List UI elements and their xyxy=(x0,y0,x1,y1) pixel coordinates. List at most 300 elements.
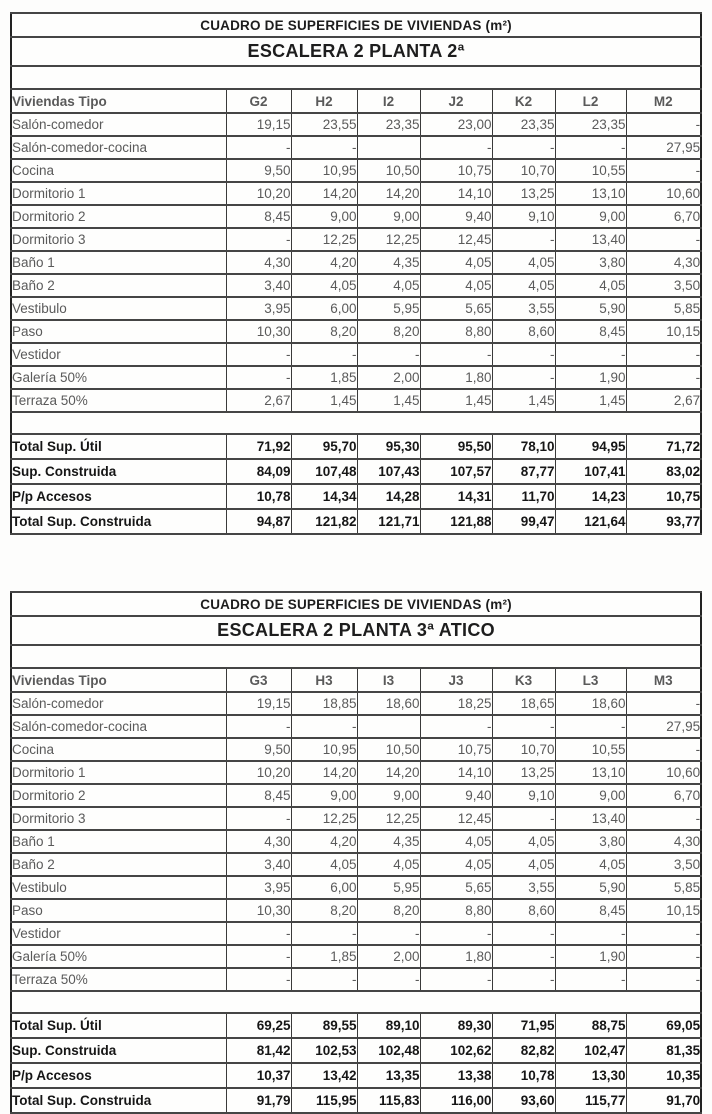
value-cell: - xyxy=(226,366,291,389)
value-cell: 23,35 xyxy=(357,113,420,136)
value-cell: 10,30 xyxy=(226,899,291,922)
value-cell: 4,05 xyxy=(420,853,492,876)
value-cell: 1,90 xyxy=(555,366,626,389)
table-row xyxy=(11,922,701,945)
row-label: Galería 50% xyxy=(11,366,226,389)
value-cell: 10,70 xyxy=(492,738,555,761)
value-cell: 4,35 xyxy=(357,830,420,853)
value-cell: 14,20 xyxy=(291,761,357,784)
value-cell: 10,78 xyxy=(226,484,291,509)
value-cell: 115,77 xyxy=(555,1088,626,1113)
column-header: G2 xyxy=(226,89,291,113)
table-row xyxy=(11,945,701,968)
row-label: Galería 50% xyxy=(11,945,226,968)
value-cell: 83,02 xyxy=(626,459,701,484)
spacer-cell xyxy=(11,66,701,89)
surfaces-table-planta-2 xyxy=(10,12,702,535)
value-cell: - xyxy=(626,968,701,991)
value-cell: 13,10 xyxy=(555,182,626,205)
value-cell: 12,45 xyxy=(420,228,492,251)
table-row xyxy=(11,274,701,297)
table-title-row xyxy=(11,592,701,616)
value-cell: 4,05 xyxy=(492,830,555,853)
row-label: Total Sup. Construida xyxy=(11,509,226,534)
value-cell: - xyxy=(226,136,291,159)
value-cell: 89,30 xyxy=(420,1013,492,1038)
value-cell: - xyxy=(226,968,291,991)
table-row xyxy=(11,784,701,807)
value-cell: 18,60 xyxy=(555,692,626,715)
value-cell: 10,50 xyxy=(357,159,420,182)
value-cell: 4,30 xyxy=(626,251,701,274)
column-header: I2 xyxy=(357,89,420,113)
value-cell: 10,20 xyxy=(226,761,291,784)
value-cell: 10,37 xyxy=(226,1063,291,1088)
value-cell: 95,70 xyxy=(291,434,357,459)
row-label: Salón-comedor-cocina xyxy=(11,136,226,159)
row-label: Dormitorio 2 xyxy=(11,205,226,228)
value-cell: 4,05 xyxy=(291,853,357,876)
value-cell: 4,05 xyxy=(420,251,492,274)
value-cell: 3,40 xyxy=(226,853,291,876)
row-label: Terraza 50% xyxy=(11,968,226,991)
table-subtitle: ESCALERA 2 PLANTA 3ª ATICO xyxy=(11,616,701,645)
value-cell: 9,50 xyxy=(226,738,291,761)
row-label: Sup. Construida xyxy=(11,459,226,484)
value-cell: - xyxy=(626,922,701,945)
value-cell: 14,20 xyxy=(291,182,357,205)
value-cell: 8,45 xyxy=(226,205,291,228)
value-cell: 8,45 xyxy=(555,899,626,922)
value-cell: - xyxy=(226,922,291,945)
value-cell: 5,95 xyxy=(357,876,420,899)
value-cell: 27,95 xyxy=(626,136,701,159)
value-cell: 14,10 xyxy=(420,182,492,205)
value-cell: 102,62 xyxy=(420,1038,492,1063)
row-label: Total Sup. Útil xyxy=(11,434,226,459)
row-label: Salón-comedor xyxy=(11,692,226,715)
value-cell: 4,30 xyxy=(626,830,701,853)
value-cell: 107,57 xyxy=(420,459,492,484)
value-cell: 4,05 xyxy=(492,274,555,297)
table-row xyxy=(11,830,701,853)
value-cell: - xyxy=(357,968,420,991)
value-cell: - xyxy=(555,968,626,991)
value-cell: - xyxy=(626,366,701,389)
column-header: H3 xyxy=(291,668,357,692)
table-row xyxy=(11,692,701,715)
value-cell: 3,40 xyxy=(226,274,291,297)
value-cell: 10,55 xyxy=(555,159,626,182)
table-row xyxy=(11,715,701,738)
value-cell: 5,90 xyxy=(555,876,626,899)
table-row xyxy=(11,182,701,205)
row-label: Dormitorio 1 xyxy=(11,761,226,784)
value-cell: 13,25 xyxy=(492,182,555,205)
value-cell xyxy=(357,136,420,159)
value-cell: 2,67 xyxy=(226,389,291,412)
value-cell: 95,30 xyxy=(357,434,420,459)
column-header: G3 xyxy=(226,668,291,692)
column-header-row xyxy=(11,668,701,692)
value-cell: - xyxy=(226,228,291,251)
value-cell: 1,45 xyxy=(357,389,420,412)
value-cell: 121,88 xyxy=(420,509,492,534)
value-cell: 81,42 xyxy=(226,1038,291,1063)
spacer-cell xyxy=(11,412,701,434)
value-cell xyxy=(357,715,420,738)
value-cell: 11,70 xyxy=(492,484,555,509)
row-label: Cocina xyxy=(11,159,226,182)
value-cell: 82,82 xyxy=(492,1038,555,1063)
value-cell: 8,80 xyxy=(420,899,492,922)
value-cell: 93,77 xyxy=(626,509,701,534)
value-cell: 10,50 xyxy=(357,738,420,761)
value-cell: 23,55 xyxy=(291,113,357,136)
totals-row xyxy=(11,459,701,484)
header-label: Viviendas Tipo xyxy=(11,668,226,692)
table-row xyxy=(11,968,701,991)
value-cell: 14,10 xyxy=(420,761,492,784)
totals-row xyxy=(11,1063,701,1088)
value-cell: 18,65 xyxy=(492,692,555,715)
spacer-row xyxy=(11,991,701,1013)
value-cell: 23,35 xyxy=(555,113,626,136)
row-label: P/p Accesos xyxy=(11,1063,226,1088)
row-label: Salón-comedor-cocina xyxy=(11,715,226,738)
value-cell: - xyxy=(626,113,701,136)
row-label: Paso xyxy=(11,320,226,343)
row-label: Vestibulo xyxy=(11,297,226,320)
value-cell: 94,87 xyxy=(226,509,291,534)
value-cell: 5,85 xyxy=(626,876,701,899)
value-cell: 12,45 xyxy=(420,807,492,830)
value-cell: 6,00 xyxy=(291,876,357,899)
value-cell: 116,00 xyxy=(420,1088,492,1113)
value-cell: 2,67 xyxy=(626,389,701,412)
column-header: M3 xyxy=(626,668,701,692)
value-cell: 121,82 xyxy=(291,509,357,534)
value-cell: 89,55 xyxy=(291,1013,357,1038)
value-cell: 8,45 xyxy=(555,320,626,343)
value-cell: - xyxy=(226,807,291,830)
value-cell: 9,00 xyxy=(357,205,420,228)
value-cell: - xyxy=(555,715,626,738)
value-cell: 4,05 xyxy=(420,830,492,853)
row-label: Dormitorio 3 xyxy=(11,807,226,830)
value-cell: 13,25 xyxy=(492,761,555,784)
value-cell: 1,80 xyxy=(420,945,492,968)
table-row xyxy=(11,113,701,136)
value-cell: 10,75 xyxy=(420,159,492,182)
value-cell: 12,25 xyxy=(291,807,357,830)
value-cell: 13,10 xyxy=(555,761,626,784)
table-row xyxy=(11,738,701,761)
value-cell: 23,00 xyxy=(420,113,492,136)
value-cell: - xyxy=(626,945,701,968)
value-cell: 14,20 xyxy=(357,761,420,784)
value-cell: 6,70 xyxy=(626,784,701,807)
value-cell: 3,55 xyxy=(492,876,555,899)
value-cell: 1,45 xyxy=(291,389,357,412)
value-cell: 78,10 xyxy=(492,434,555,459)
value-cell: 27,95 xyxy=(626,715,701,738)
value-cell: 10,95 xyxy=(291,159,357,182)
value-cell: 102,48 xyxy=(357,1038,420,1063)
value-cell: 4,20 xyxy=(291,251,357,274)
value-cell: - xyxy=(291,343,357,366)
value-cell: 23,35 xyxy=(492,113,555,136)
value-cell: - xyxy=(357,343,420,366)
value-cell: 115,95 xyxy=(291,1088,357,1113)
value-cell: 99,47 xyxy=(492,509,555,534)
table-row xyxy=(11,320,701,343)
column-header-row xyxy=(11,89,701,113)
value-cell: 10,60 xyxy=(626,761,701,784)
totals-row xyxy=(11,1038,701,1063)
table-row xyxy=(11,159,701,182)
table-row xyxy=(11,389,701,412)
column-header: H2 xyxy=(291,89,357,113)
row-label: Total Sup. Construida xyxy=(11,1088,226,1113)
value-cell: 10,75 xyxy=(420,738,492,761)
spacer-row xyxy=(11,412,701,434)
value-cell: - xyxy=(420,715,492,738)
value-cell: 9,10 xyxy=(492,205,555,228)
value-cell: 19,15 xyxy=(226,113,291,136)
value-cell: 9,40 xyxy=(420,205,492,228)
table-row xyxy=(11,366,701,389)
value-cell: 10,55 xyxy=(555,738,626,761)
table-row xyxy=(11,205,701,228)
value-cell: 19,15 xyxy=(226,692,291,715)
row-label: Cocina xyxy=(11,738,226,761)
value-cell: 10,70 xyxy=(492,159,555,182)
value-cell: 9,00 xyxy=(555,205,626,228)
value-cell: 4,20 xyxy=(291,830,357,853)
row-label: Baño 2 xyxy=(11,274,226,297)
value-cell: 4,05 xyxy=(555,274,626,297)
value-cell: 4,05 xyxy=(357,274,420,297)
value-cell: 12,25 xyxy=(357,807,420,830)
value-cell: 91,79 xyxy=(226,1088,291,1113)
spacer-row xyxy=(11,66,701,89)
value-cell: - xyxy=(626,807,701,830)
table-row xyxy=(11,876,701,899)
value-cell: 9,40 xyxy=(420,784,492,807)
value-cell: 5,85 xyxy=(626,297,701,320)
value-cell: 1,85 xyxy=(291,366,357,389)
value-cell: 1,90 xyxy=(555,945,626,968)
value-cell: 94,95 xyxy=(555,434,626,459)
header-label: Viviendas Tipo xyxy=(11,89,226,113)
table-title: CUADRO DE SUPERFICIES DE VIVIENDAS (m²) xyxy=(11,592,701,616)
totals-row xyxy=(11,434,701,459)
value-cell: 6,70 xyxy=(626,205,701,228)
surfaces-table-planta-3-atico xyxy=(10,591,702,1114)
row-label: Baño 1 xyxy=(11,830,226,853)
value-cell: 102,47 xyxy=(555,1038,626,1063)
value-cell: 88,75 xyxy=(555,1013,626,1038)
value-cell: 4,05 xyxy=(492,251,555,274)
value-cell: 8,20 xyxy=(357,320,420,343)
value-cell: 93,60 xyxy=(492,1088,555,1113)
value-cell: 9,10 xyxy=(492,784,555,807)
table-row xyxy=(11,343,701,366)
value-cell: 4,05 xyxy=(420,274,492,297)
value-cell: 2,00 xyxy=(357,366,420,389)
value-cell: 13,40 xyxy=(555,807,626,830)
value-cell: 121,71 xyxy=(357,509,420,534)
value-cell: - xyxy=(492,945,555,968)
value-cell: 107,43 xyxy=(357,459,420,484)
value-cell: - xyxy=(492,343,555,366)
value-cell: - xyxy=(626,228,701,251)
value-cell: 10,60 xyxy=(626,182,701,205)
table-title: CUADRO DE SUPERFICIES DE VIVIENDAS (m²) xyxy=(11,13,701,37)
value-cell: 4,05 xyxy=(555,853,626,876)
value-cell: 107,41 xyxy=(555,459,626,484)
column-header: K2 xyxy=(492,89,555,113)
value-cell: 9,00 xyxy=(357,784,420,807)
value-cell: 5,65 xyxy=(420,297,492,320)
totals-section xyxy=(11,434,701,534)
value-cell: - xyxy=(626,738,701,761)
spacer-cell xyxy=(11,645,701,668)
value-cell: 69,25 xyxy=(226,1013,291,1038)
table-row xyxy=(11,136,701,159)
value-cell: 71,72 xyxy=(626,434,701,459)
value-cell: 13,38 xyxy=(420,1063,492,1088)
value-cell: - xyxy=(492,922,555,945)
room-rows-section xyxy=(11,113,701,412)
value-cell: 87,77 xyxy=(492,459,555,484)
value-cell: 4,35 xyxy=(357,251,420,274)
value-cell: 9,00 xyxy=(291,205,357,228)
column-header: J3 xyxy=(420,668,492,692)
row-label: Sup. Construida xyxy=(11,1038,226,1063)
value-cell: 8,60 xyxy=(492,899,555,922)
value-cell: 10,20 xyxy=(226,182,291,205)
value-cell: - xyxy=(226,343,291,366)
value-cell: 12,25 xyxy=(357,228,420,251)
value-cell: 3,50 xyxy=(626,274,701,297)
value-cell: 10,95 xyxy=(291,738,357,761)
value-cell: - xyxy=(626,343,701,366)
value-cell: 3,55 xyxy=(492,297,555,320)
value-cell: - xyxy=(291,968,357,991)
spacer-cell xyxy=(11,991,701,1013)
value-cell: 1,45 xyxy=(555,389,626,412)
value-cell: - xyxy=(492,366,555,389)
table-subtitle-row xyxy=(11,37,701,66)
value-cell: 3,80 xyxy=(555,830,626,853)
value-cell: 84,09 xyxy=(226,459,291,484)
value-cell: 5,90 xyxy=(555,297,626,320)
value-cell: 10,78 xyxy=(492,1063,555,1088)
value-cell: 13,40 xyxy=(555,228,626,251)
value-cell: 89,10 xyxy=(357,1013,420,1038)
value-cell: 91,70 xyxy=(626,1088,701,1113)
room-rows-section xyxy=(11,692,701,991)
value-cell: - xyxy=(226,715,291,738)
row-label: Salón-comedor xyxy=(11,113,226,136)
value-cell: - xyxy=(555,136,626,159)
value-cell: - xyxy=(626,692,701,715)
value-cell: - xyxy=(555,343,626,366)
column-header: K3 xyxy=(492,668,555,692)
row-label: Baño 1 xyxy=(11,251,226,274)
value-cell: - xyxy=(226,945,291,968)
value-cell: - xyxy=(492,968,555,991)
value-cell: - xyxy=(420,343,492,366)
column-header: L2 xyxy=(555,89,626,113)
value-cell: 9,50 xyxy=(226,159,291,182)
value-cell: 10,35 xyxy=(626,1063,701,1088)
value-cell: - xyxy=(291,136,357,159)
value-cell: 1,80 xyxy=(420,366,492,389)
value-cell: - xyxy=(492,715,555,738)
value-cell: 12,25 xyxy=(291,228,357,251)
table-row xyxy=(11,228,701,251)
table-row xyxy=(11,853,701,876)
totals-row xyxy=(11,1013,701,1038)
value-cell: - xyxy=(626,159,701,182)
row-label: Dormitorio 2 xyxy=(11,784,226,807)
value-cell: 14,28 xyxy=(357,484,420,509)
value-cell: 115,83 xyxy=(357,1088,420,1113)
value-cell: 71,95 xyxy=(492,1013,555,1038)
value-cell: 8,80 xyxy=(420,320,492,343)
value-cell: 13,42 xyxy=(291,1063,357,1088)
table-subtitle: ESCALERA 2 PLANTA 2ª xyxy=(11,37,701,66)
value-cell: 4,30 xyxy=(226,251,291,274)
value-cell: - xyxy=(492,228,555,251)
value-cell: 1,45 xyxy=(420,389,492,412)
value-cell: 5,95 xyxy=(357,297,420,320)
value-cell: 3,80 xyxy=(555,251,626,274)
row-label: Dormitorio 3 xyxy=(11,228,226,251)
value-cell: 4,05 xyxy=(357,853,420,876)
totals-row xyxy=(11,1088,701,1113)
value-cell: 1,45 xyxy=(492,389,555,412)
value-cell: 1,85 xyxy=(291,945,357,968)
value-cell: 8,45 xyxy=(226,784,291,807)
column-header: M2 xyxy=(626,89,701,113)
value-cell: 10,15 xyxy=(626,320,701,343)
value-cell: - xyxy=(357,922,420,945)
value-cell: - xyxy=(420,136,492,159)
value-cell: 121,64 xyxy=(555,509,626,534)
row-label: P/p Accesos xyxy=(11,484,226,509)
value-cell: - xyxy=(420,922,492,945)
value-cell: 8,20 xyxy=(291,320,357,343)
value-cell: 8,20 xyxy=(291,899,357,922)
totals-section xyxy=(11,1013,701,1113)
totals-row xyxy=(11,484,701,509)
row-label: Dormitorio 1 xyxy=(11,182,226,205)
row-label: Terraza 50% xyxy=(11,389,226,412)
value-cell: - xyxy=(420,968,492,991)
value-cell: 10,15 xyxy=(626,899,701,922)
value-cell: 3,50 xyxy=(626,853,701,876)
value-cell: 14,34 xyxy=(291,484,357,509)
table-subtitle-row xyxy=(11,616,701,645)
value-cell: 8,60 xyxy=(492,320,555,343)
document-page xyxy=(0,12,712,1108)
value-cell: - xyxy=(492,136,555,159)
value-cell: - xyxy=(492,807,555,830)
